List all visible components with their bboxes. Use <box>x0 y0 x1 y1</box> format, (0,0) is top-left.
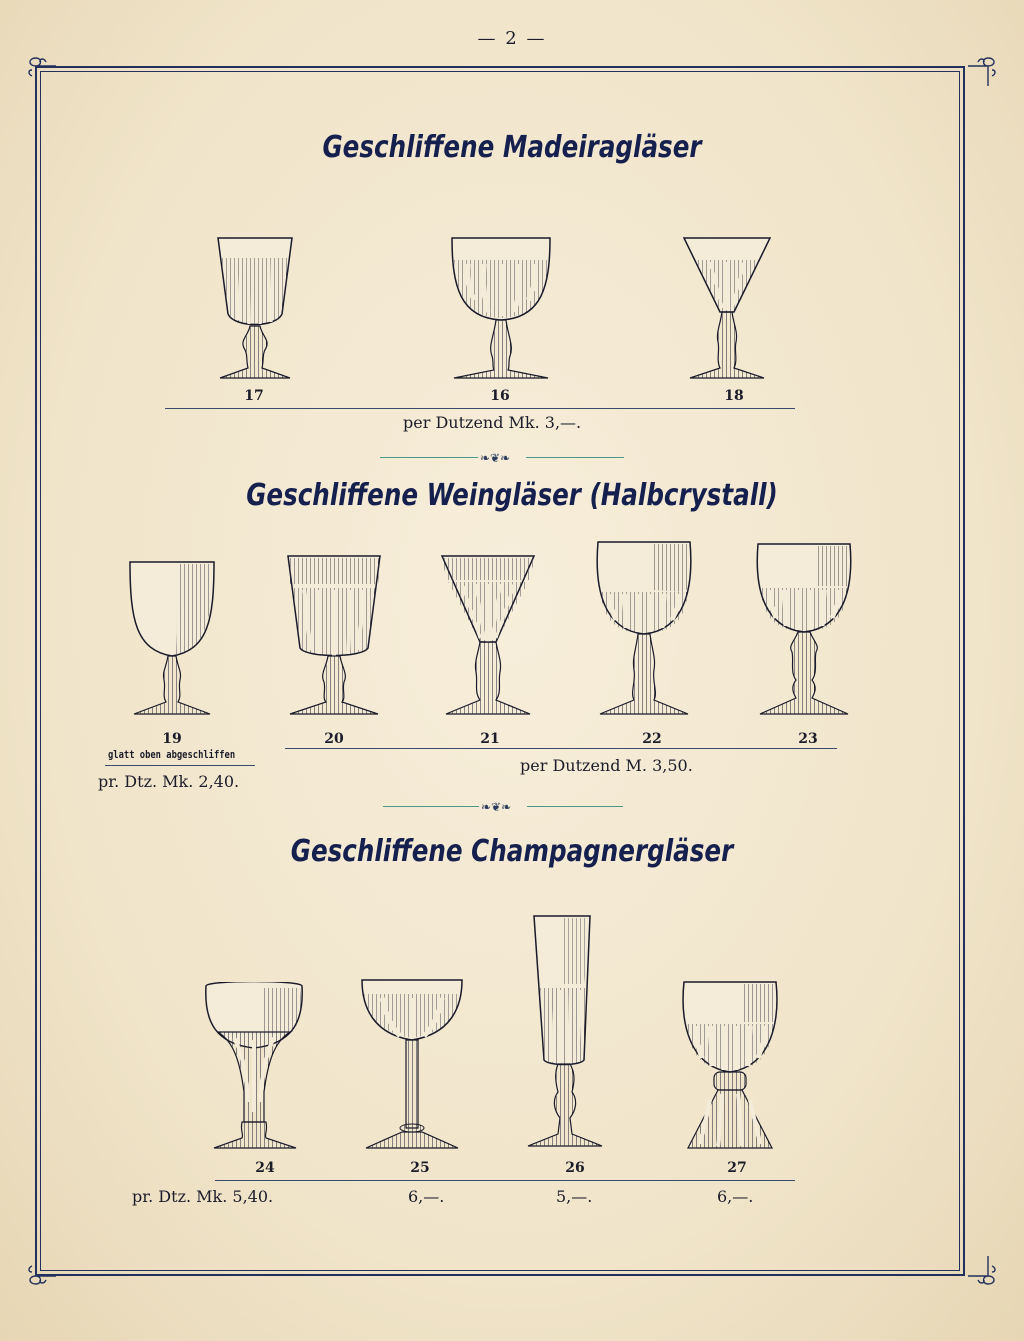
section-title-champagner: Geschliffene Champagnergläser <box>290 834 734 869</box>
corner-flourish-icon <box>964 56 998 90</box>
divider-line <box>105 765 255 766</box>
section-title-madeira: Geschliffene Madeiragläser <box>322 130 702 165</box>
item-number: 27 <box>727 1160 747 1176</box>
section-separator <box>383 800 623 812</box>
section-separator <box>380 451 624 463</box>
item-number: 22 <box>642 731 662 747</box>
item-number: 23 <box>798 731 818 747</box>
page-number: — 2 — <box>477 28 547 49</box>
item-number: 21 <box>480 731 500 747</box>
divider-line <box>215 1180 795 1181</box>
section-title-wein: Geschliffene Weingläser (Halbcrystall) <box>246 478 778 513</box>
divider-line <box>165 408 795 409</box>
glass-illustration-26 <box>524 914 604 1152</box>
price-text: 6,—. <box>408 1187 445 1206</box>
item-number: 19 <box>162 731 182 747</box>
item-number: 24 <box>255 1160 275 1176</box>
price-text: pr. Dtz. Mk. 2,40. <box>98 772 240 791</box>
scroll-ornament-icon: ❧❦❧ <box>480 451 511 465</box>
glass-illustration-25 <box>360 978 464 1152</box>
glass-illustration-21 <box>440 554 536 718</box>
item-number: 18 <box>724 388 744 404</box>
item-number: 20 <box>324 731 344 747</box>
glass-illustration-19 <box>128 560 218 718</box>
glass-illustration-23 <box>754 542 854 718</box>
corner-flourish-icon <box>964 1252 998 1286</box>
scroll-ornament-icon: ❧❦❧ <box>481 800 512 814</box>
glass-illustration-16 <box>446 236 556 382</box>
glass-illustration-22 <box>594 540 694 718</box>
glass-illustration-27 <box>680 980 780 1152</box>
glass-illustration-17 <box>210 236 300 382</box>
glass-illustration-24 <box>204 982 304 1152</box>
price-text: per Dutzend Mk. 3,—. <box>403 413 582 432</box>
glass-illustration-18 <box>682 236 772 382</box>
glass-illustration-20 <box>286 554 382 718</box>
divider-line <box>285 748 837 749</box>
price-text: 6,—. <box>717 1187 754 1206</box>
corner-flourish-icon <box>26 56 60 90</box>
corner-flourish-icon <box>26 1252 60 1286</box>
item-number: 25 <box>410 1160 430 1176</box>
item-number: 26 <box>565 1160 585 1176</box>
item-number: 17 <box>244 388 264 404</box>
item-number: 16 <box>490 388 510 404</box>
price-text: pr. Dtz. Mk. 5,40. <box>132 1187 274 1206</box>
item-note: glatt oben abgeschliffen <box>108 748 236 761</box>
price-text: 5,—. <box>556 1187 593 1206</box>
price-text: per Dutzend M. 3,50. <box>520 756 693 775</box>
